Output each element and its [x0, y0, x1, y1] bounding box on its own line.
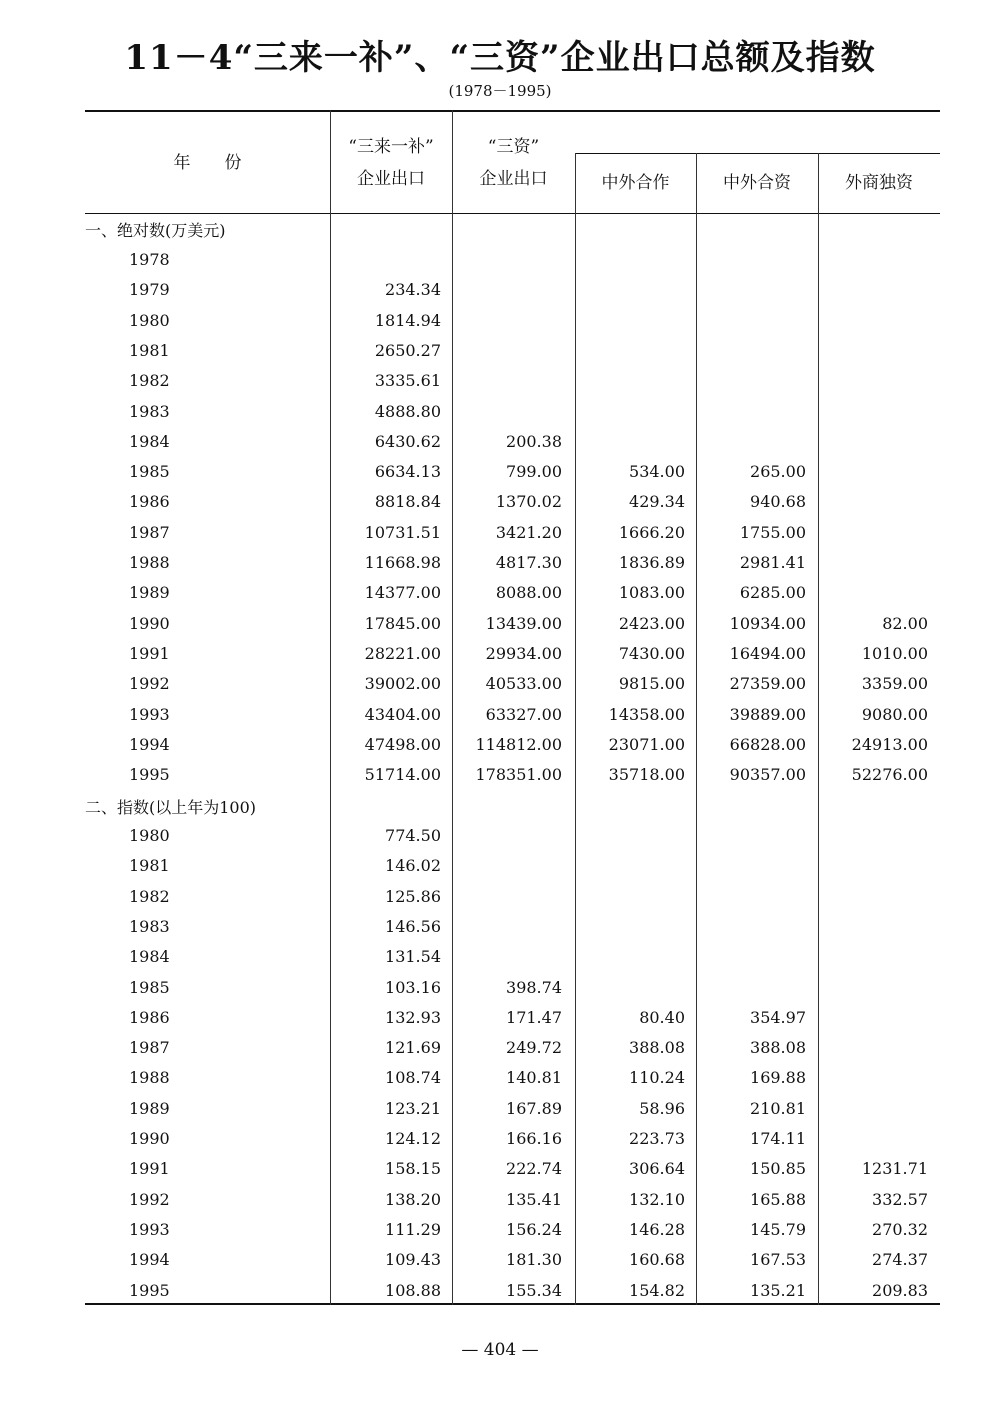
header-col2-line1: “三资” [487, 137, 540, 157]
cell-v5: 9080.00 [861, 704, 928, 724]
cell-v3: 110.24 [629, 1068, 685, 1088]
cell-v3: 223.73 [629, 1129, 685, 1148]
row-year: 1986 [129, 492, 170, 512]
cell-v1: 3335.61 [374, 371, 441, 391]
cell-v5: 270.32 [872, 1219, 928, 1239]
header-year: 年 份 [173, 153, 242, 173]
row-year: 1990 [129, 1129, 170, 1148]
table-row [85, 1094, 940, 1124]
row-year: 1991 [129, 643, 170, 663]
cell-v5: 82.00 [882, 613, 928, 633]
row-year: 1980 [129, 310, 170, 330]
row-year: 1981 [129, 340, 170, 360]
row-year: 1989 [129, 1098, 170, 1118]
cell-v3: 160.68 [629, 1250, 685, 1270]
cell-v3: 388.08 [629, 1038, 685, 1058]
cell-v3: 1836.89 [618, 553, 685, 572]
table-row [85, 1185, 940, 1215]
cell-v5: 3359.00 [861, 674, 928, 694]
row-year: 1994 [129, 1250, 170, 1270]
cell-v5: 274.37 [872, 1250, 928, 1270]
cell-v2: 799.00 [506, 462, 562, 482]
cell-v1: 51714.00 [364, 765, 441, 785]
cell-v1: 158.15 [385, 1159, 441, 1179]
table-row [85, 669, 940, 699]
cell-v5: 52276.00 [851, 765, 928, 785]
cell-v3: 23071.00 [608, 734, 685, 754]
cell-v2: 156.24 [506, 1219, 562, 1239]
cell-v1: 109.43 [385, 1250, 441, 1270]
row-year: 1992 [129, 1189, 170, 1209]
cell-v4: 354.97 [750, 1007, 806, 1027]
cell-v4: 388.08 [750, 1038, 806, 1058]
cell-v1: 10731.51 [364, 522, 441, 542]
table-row [85, 578, 940, 608]
table-row [85, 366, 940, 396]
cell-v3: 154.82 [629, 1280, 685, 1300]
cell-v2: 200.38 [506, 431, 562, 451]
page-number: — 404 — [461, 1340, 539, 1360]
table-row [85, 1276, 940, 1306]
row-year: 1982 [129, 371, 170, 391]
header-col5: 外商独资 [845, 173, 913, 193]
row-year: 1994 [129, 734, 170, 754]
row-year: 1978 [129, 250, 170, 269]
cell-v1: 4888.80 [374, 401, 441, 421]
cell-v1: 39002.00 [364, 674, 441, 694]
section-index-label: 二、指数(以上年为100) [85, 798, 257, 817]
row-year: 1979 [129, 280, 170, 300]
row-year: 1985 [129, 977, 170, 997]
cell-v5: 1231.71 [861, 1159, 928, 1179]
subheader-rule [575, 153, 940, 154]
data-table [85, 110, 940, 1305]
cell-v3: 1666.20 [618, 522, 685, 542]
row-year: 1992 [129, 674, 170, 694]
table-row [85, 973, 940, 1003]
row-year: 1984 [129, 947, 170, 967]
cell-v2: 181.30 [506, 1250, 562, 1270]
cell-v1: 124.12 [385, 1129, 441, 1148]
cell-v3: 80.40 [639, 1007, 685, 1027]
cell-v3: 7430.00 [618, 643, 685, 663]
table-row [85, 548, 940, 578]
cell-v3: 35718.00 [608, 765, 685, 785]
cell-v1: 125.86 [385, 886, 441, 906]
cell-v2: 114812.00 [475, 734, 562, 754]
cell-v4: 90357.00 [729, 765, 806, 785]
cell-v1: 1814.94 [374, 310, 441, 330]
row-year: 1984 [129, 431, 170, 451]
cell-v5: 1010.00 [861, 643, 928, 663]
table-row [85, 700, 940, 730]
cell-v3: 534.00 [629, 462, 685, 482]
cell-v3: 14358.00 [608, 704, 685, 724]
cell-v1: 17845.00 [364, 613, 441, 633]
cell-v2: 167.89 [506, 1098, 562, 1118]
cell-v4: 150.85 [750, 1159, 806, 1179]
cell-v2: 63327.00 [485, 704, 562, 724]
cell-v4: 6285.00 [739, 583, 806, 603]
table-row [85, 760, 940, 790]
row-year: 1986 [129, 1007, 170, 1027]
cell-v2: 13439.00 [485, 613, 562, 633]
cell-v2: 178351.00 [475, 765, 562, 785]
cell-v2: 398.74 [506, 977, 562, 997]
row-year: 1995 [129, 1280, 170, 1300]
cell-v2: 1370.02 [495, 492, 562, 512]
table-row [85, 609, 940, 639]
cell-v1: 2650.27 [374, 340, 441, 360]
cell-v2: 3421.20 [495, 522, 562, 542]
cell-v3: 132.10 [629, 1189, 685, 1209]
cell-v2: 155.34 [506, 1280, 562, 1300]
table-row [85, 306, 940, 336]
header-col1-line2: 企业出口 [357, 169, 425, 189]
page-subtitle: (1978－1995) [448, 82, 552, 100]
table-row [85, 457, 940, 487]
cell-v2: 29934.00 [485, 643, 562, 663]
cell-v2: 222.74 [506, 1159, 562, 1179]
cell-v4: 135.21 [750, 1280, 806, 1300]
table-row [85, 912, 940, 942]
cell-v1: 774.50 [385, 826, 441, 845]
cell-v2: 40533.00 [485, 674, 562, 694]
cell-v1: 103.16 [385, 977, 441, 997]
cell-v1: 111.29 [385, 1219, 441, 1239]
cell-v3: 1083.00 [618, 583, 685, 603]
cell-v5: 332.57 [872, 1189, 928, 1209]
row-year: 1980 [129, 826, 170, 845]
table-row [85, 1033, 940, 1063]
cell-v1: 146.02 [385, 856, 441, 876]
cell-v5: 24913.00 [851, 734, 928, 754]
cell-v1: 108.74 [385, 1068, 441, 1088]
cell-v3: 58.96 [639, 1098, 685, 1118]
header-col3: 中外合作 [601, 173, 670, 193]
cell-v4: 940.68 [750, 492, 806, 512]
cell-v4: 16494.00 [729, 643, 806, 663]
cell-v1: 138.20 [385, 1189, 441, 1209]
cell-v2: 171.47 [506, 1007, 562, 1027]
cell-v1: 6634.13 [374, 462, 441, 482]
table-row [85, 1124, 940, 1154]
cell-v4: 169.88 [750, 1068, 806, 1088]
header-bottom-rule [85, 213, 940, 214]
table-row [85, 1245, 940, 1275]
row-year: 1985 [129, 462, 170, 482]
row-year: 1981 [129, 856, 170, 876]
cell-v1: 11668.98 [364, 553, 441, 572]
cell-v4: 145.79 [750, 1219, 806, 1239]
table-row [85, 730, 940, 760]
table-row [85, 639, 940, 669]
cell-v1: 146.56 [385, 916, 441, 936]
row-year: 1989 [129, 583, 170, 603]
table-row [85, 1215, 940, 1245]
header-col4: 中外合资 [723, 173, 791, 193]
cell-v4: 66828.00 [729, 734, 806, 754]
cell-v3: 146.28 [629, 1219, 685, 1239]
header-col1-line1: “三来一补” [348, 137, 434, 157]
row-year: 1988 [129, 553, 170, 572]
table-row [85, 275, 940, 305]
table-row [85, 821, 940, 851]
cell-v3: 2423.00 [618, 613, 685, 633]
cell-v1: 8818.84 [374, 492, 441, 512]
row-year: 1988 [129, 1068, 170, 1088]
cell-v4: 1755.00 [739, 522, 806, 542]
row-year: 1993 [129, 1219, 170, 1239]
cell-v1: 6430.62 [374, 431, 441, 451]
cell-v2: 166.16 [506, 1129, 562, 1148]
table-row [85, 336, 940, 366]
cell-v1: 108.88 [385, 1280, 441, 1300]
cell-v4: 174.11 [750, 1129, 806, 1148]
table-row [85, 942, 940, 972]
cell-v5: 209.83 [872, 1280, 928, 1300]
row-year: 1982 [129, 886, 170, 906]
table-row [85, 427, 940, 457]
cell-v2: 8088.00 [495, 583, 562, 603]
row-year: 1987 [129, 522, 170, 542]
table-row [85, 487, 940, 517]
table-row [85, 1003, 940, 1033]
section-absolute-label: 一、绝对数(万美元) [85, 221, 226, 240]
cell-v1: 123.21 [385, 1098, 441, 1118]
row-year: 1990 [129, 613, 170, 633]
row-year: 1983 [129, 916, 170, 936]
cell-v2: 135.41 [506, 1189, 562, 1209]
table-row [85, 882, 940, 912]
page-title: 11－4“三来一补”、“三资”企业出口总额及指数 [124, 38, 876, 78]
row-year: 1983 [129, 401, 170, 421]
cell-v3: 306.64 [629, 1159, 685, 1179]
cell-v4: 27359.00 [729, 674, 806, 694]
cell-v4: 39889.00 [729, 704, 806, 724]
row-year: 1995 [129, 765, 170, 785]
cell-v1: 131.54 [385, 947, 441, 967]
table-top-rule [85, 110, 940, 112]
cell-v2: 4817.30 [495, 553, 562, 572]
cell-v3: 9815.00 [618, 674, 685, 694]
cell-v1: 234.34 [385, 280, 441, 300]
cell-v2: 249.72 [506, 1038, 562, 1058]
table-row [85, 851, 940, 881]
cell-v1: 28221.00 [364, 643, 441, 663]
header-col2-line2: 企业出口 [479, 169, 548, 189]
row-year: 1993 [129, 704, 170, 724]
row-year: 1991 [129, 1159, 170, 1179]
cell-v1: 47498.00 [364, 734, 441, 754]
cell-v3: 429.34 [629, 492, 685, 512]
cell-v4: 210.81 [750, 1098, 806, 1118]
cell-v4: 265.00 [750, 462, 806, 482]
cell-v4: 165.88 [750, 1189, 806, 1209]
table-row [85, 1063, 940, 1093]
cell-v1: 14377.00 [364, 583, 441, 603]
cell-v4: 10934.00 [729, 613, 806, 633]
table-row [85, 518, 940, 548]
cell-v1: 43404.00 [364, 704, 441, 724]
table-row [85, 1154, 940, 1184]
row-year: 1987 [129, 1038, 170, 1058]
cell-v1: 132.93 [385, 1007, 441, 1027]
table-row [85, 245, 940, 275]
cell-v2: 140.81 [506, 1068, 562, 1088]
cell-v4: 167.53 [750, 1250, 806, 1270]
cell-v4: 2981.41 [739, 553, 806, 572]
table-row [85, 397, 940, 427]
cell-v1: 121.69 [385, 1038, 441, 1058]
